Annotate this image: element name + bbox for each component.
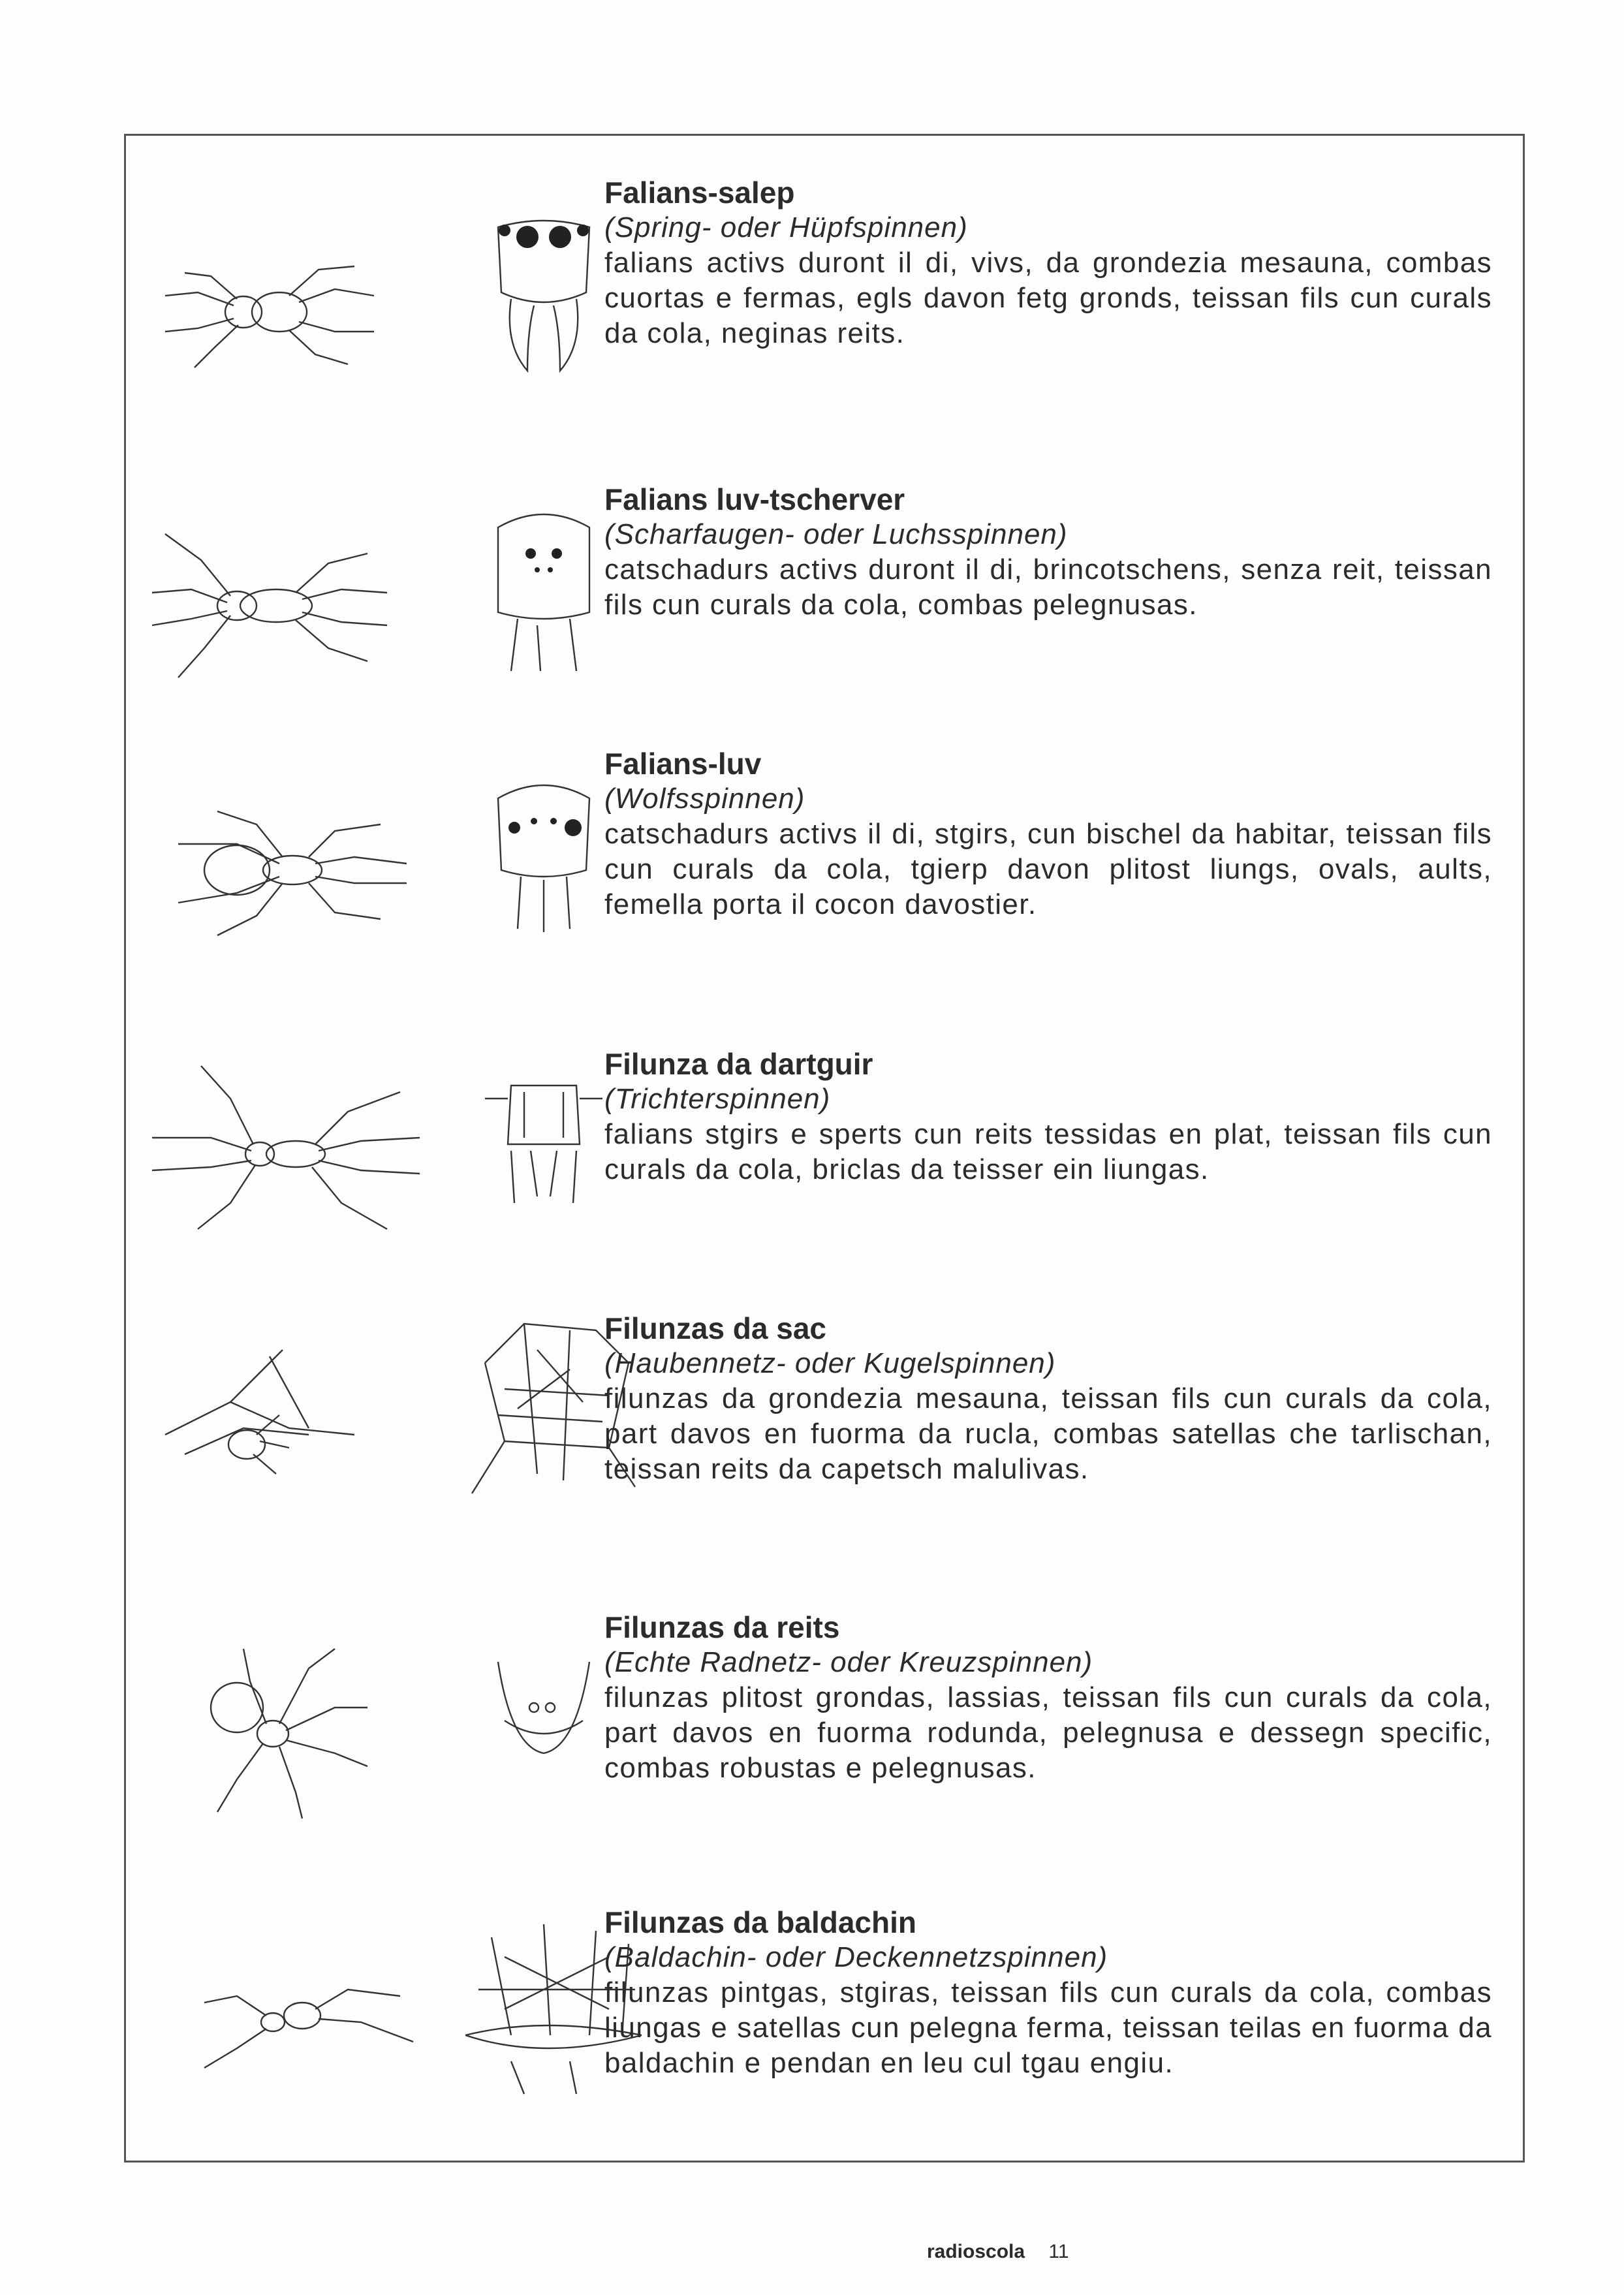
entry-description: falians activs duront il di, vivs, da grondezia mesauna, combas cuortas e fermas, egls davon fetg gronds, teissan fils cun curals da cola, neginas reits. [604,247,1492,349]
page-footer [927,2241,1069,2263]
page-number: 11 [1048,2241,1069,2262]
jumping-spider-illustration [139,214,433,410]
sheet-web-spider-illustration [139,1924,433,2120]
entry-subtitle: (Trichterspinnen) [604,1083,831,1115]
entry-title: Filunzas da reits [604,1610,840,1644]
entry-subtitle: (Baldachin- oder Deckennetzspinnen) [604,1941,1108,1973]
lynx-spider-illustration [139,508,433,704]
entry-description: filunzas da grondezia mesauna, teissan fils cun curals da cola, part davos en fuorma da rucla, combas satellas che tarlischan, teissan reits da capetsch malulivas. [604,1382,1492,1485]
entry-subtitle: (Scharfaugen- oder Luchsspinnen) [604,518,1068,550]
entry-description: filunzas pintgas, stgiras, teissan fils cun curals da cola, combas liungas e satellas cun pelegna ferma, teissan teilas en fuorma da baldachin e pendan en leu cul tgau engiu. [604,1976,1492,2079]
content-frame [124,134,1525,2162]
cobweb-spider-illustration [139,1330,433,1526]
entry-description: filunzas plitost grondas, lassias, teissan fils cun curals da cola, part davos en fuorma rodunda, pelegnusa e dessegn specific, combas robustas e pelegnusas. [604,1681,1492,1784]
wolf-spider-illustration [139,772,433,968]
entry-description: catschadurs activs il di, stgirs, cun bischel da habitar, teissan fils cun curals da cola, tgierp davon plitost liungs, ovals, aults, femella porta il cocon davostier. [604,818,1492,920]
entry-title: Filunzas da baldachin [604,1905,916,1939]
entry-title: Filunza da dartguir [604,1047,873,1081]
entry-title: Falians-salep [604,176,795,210]
entry-description: catschadurs activs duront il di, brincotschens, senza reit, teissan fils cun curals da cola, combas pelegnusas. [604,554,1492,621]
entry-subtitle: (Echte Radnetz- oder Kreuzspinnen) [604,1646,1093,1678]
funnel-weaver-illustration [139,1059,433,1255]
publication-name: radioscola [927,2241,1025,2262]
entry-subtitle: (Haubennetz- oder Kugelspinnen) [604,1347,1056,1379]
entry-title: Falians luv-tscherver [604,482,905,516]
entry-subtitle: (Spring- oder Hüpfspinnen) [604,211,968,243]
entry-title: Falians-luv [604,747,762,781]
entry-subtitle: (Wolfsspinnen) [604,783,805,815]
entry-description: falians stgirs e sperts cun reits tessidas en plat, teissan fils cun curals da cola, briclas da teisser ein liungas. [604,1118,1492,1185]
entry-title: Filunzas da sac [604,1311,827,1345]
orb-weaver-illustration [139,1629,433,1825]
